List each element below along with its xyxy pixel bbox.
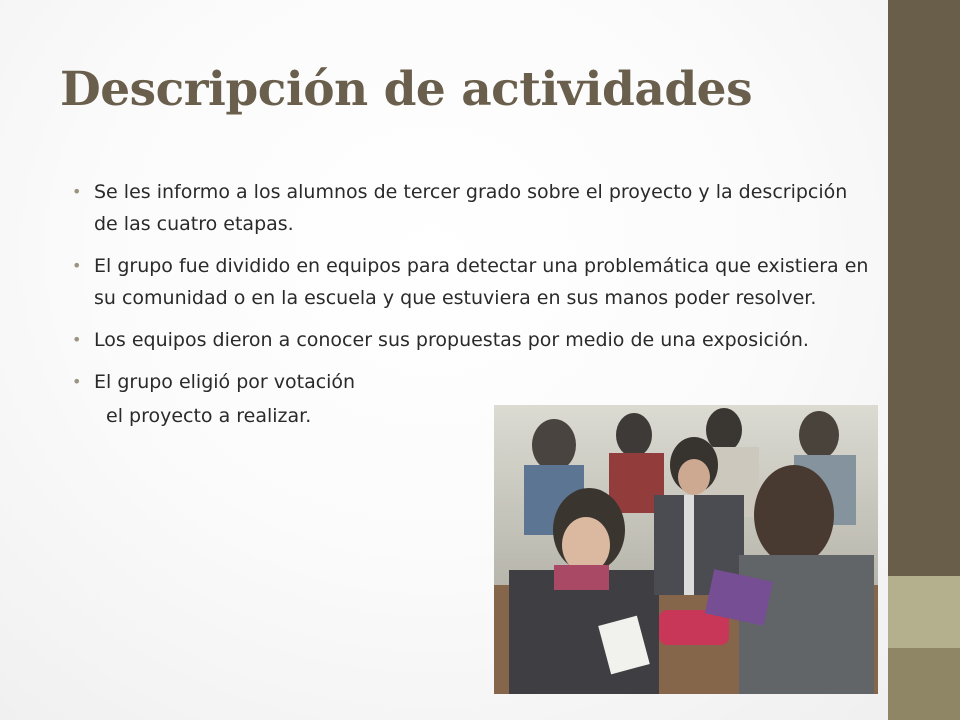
bullet-text: El grupo fue dividido en equipos para detectar una problemática que existiera en su comunidad o en la escuela y que estuviera en sus manos poder resolver. bbox=[94, 255, 869, 309]
sidebar-band-mid bbox=[888, 648, 960, 720]
bullet-list bbox=[72, 176, 872, 442]
bullet-item bbox=[72, 324, 814, 356]
sidebar-band-light bbox=[888, 576, 960, 648]
bullet-dot: • bbox=[72, 330, 82, 349]
classroom-photo-illustration bbox=[494, 405, 878, 694]
bullet-item bbox=[72, 250, 872, 314]
continuation-text: el proyecto a realizar. bbox=[106, 405, 312, 427]
bullet-dot: • bbox=[72, 182, 82, 201]
classroom-photo bbox=[494, 405, 878, 694]
bullet-item bbox=[72, 366, 872, 398]
bullet-text: El grupo eligió por votación bbox=[94, 371, 356, 393]
slide-title: Descripción de actividades bbox=[60, 62, 753, 117]
bullet-item bbox=[72, 176, 872, 240]
decorative-sidebar bbox=[888, 0, 960, 720]
bullet-dot: • bbox=[72, 256, 82, 275]
bullet-dot: • bbox=[72, 372, 82, 391]
bullet-text: Se les informo a los alumnos de tercer grado sobre el proyecto y la descripción de las cuatro etapas. bbox=[94, 181, 848, 235]
bullet-text: Los equipos dieron a conocer sus propuestas por medio de una exposición. bbox=[94, 329, 809, 351]
